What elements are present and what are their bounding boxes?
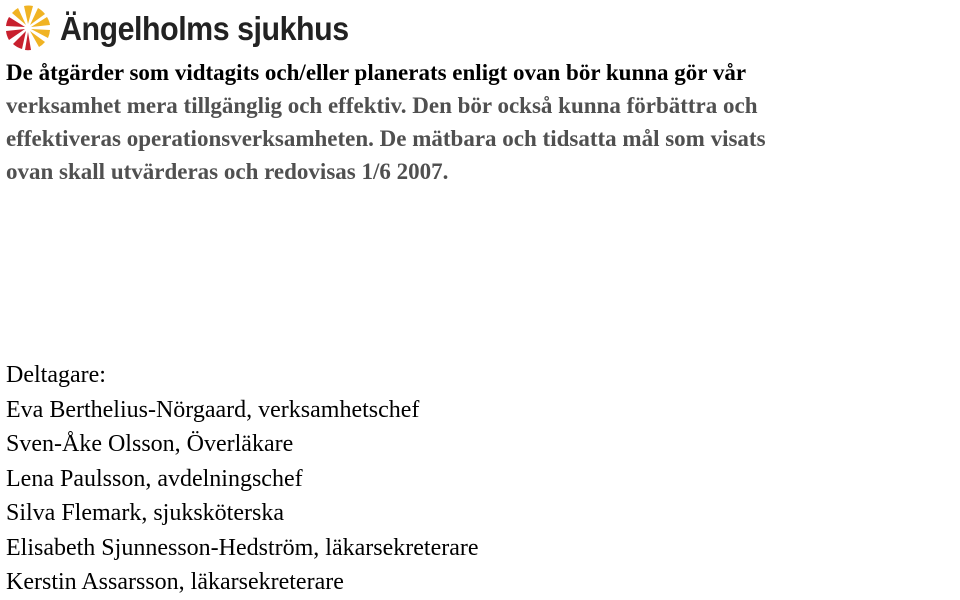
- participant-entry: Lena Paulsson, avdelningschef: [6, 465, 303, 492]
- participant-entry: Silva Flemark, sjuksköterska: [6, 500, 284, 526]
- sun-logo-icon: [4, 4, 52, 52]
- page-header: [4, 4, 374, 52]
- participants-heading: Deltagare:: [6, 362, 106, 388]
- intro-line: effektiveras operationsverksamheten. De mätbara och tidsatta mål som visats: [6, 126, 766, 151]
- brand-name: Ängelholms sjukhus: [60, 9, 349, 47]
- participant-entry: Eva Berthelius-Nörgaard, verksamhetschef: [6, 396, 420, 423]
- intro-line: De åtgärder som vidtagits och/eller planerats enligt ovan bör kunna gör vår: [6, 60, 747, 85]
- participant-entry: Elisabeth Sjunnesson-Hedström, läkarsekreterare: [6, 534, 479, 561]
- participants-list: [6, 358, 479, 600]
- intro-line: ovan skall utvärderas och redovisas 1/6 2007.: [6, 159, 449, 184]
- participant-entry: Sven-Åke Olsson, Överläkare: [6, 431, 294, 457]
- intro-paragraph: [6, 56, 958, 188]
- intro-line: verksamhet mera tillgänglig och effektiv. Den bör också kunna förbättra och: [6, 93, 758, 118]
- participant-entry: Kerstin Assarsson, läkarsekreterare: [6, 569, 344, 595]
